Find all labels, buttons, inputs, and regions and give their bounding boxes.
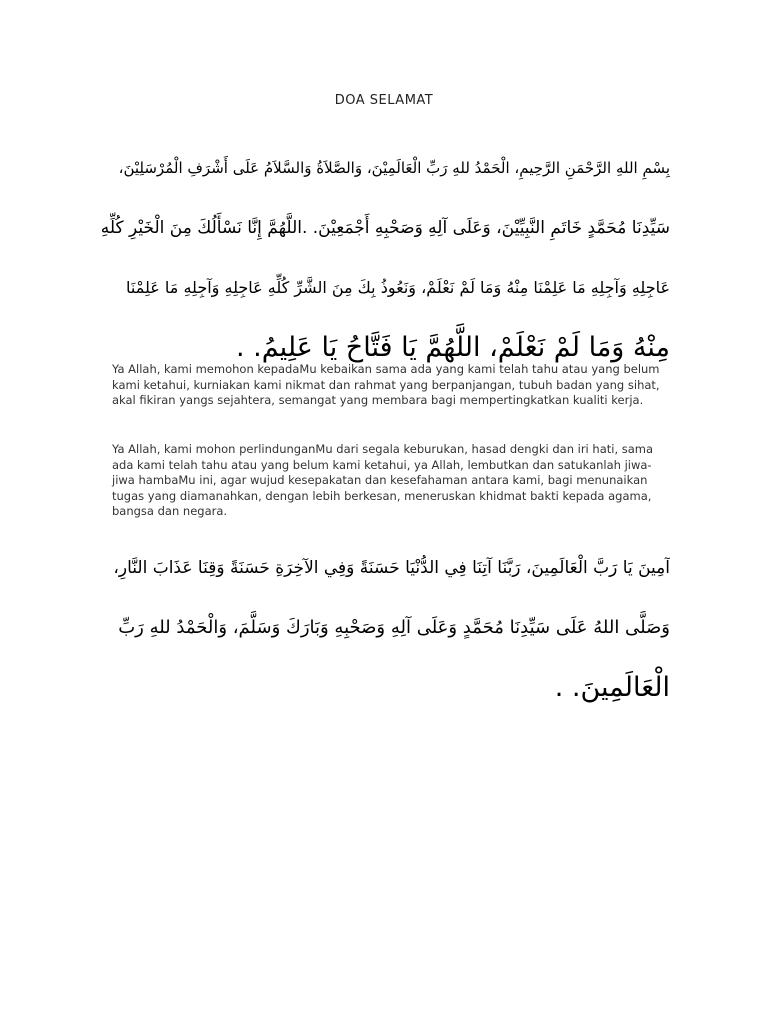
- arabic-line: سَيِّدِنَا مُحَمَّدٍ خَاتَمِ النَّبِيِّيْنَ، وَعَلَى آلِهِ وَصَحْبِهِ أَجْمَعِيْنَ. .اللَّهُمَّ إِنَّا نَسْأَلُكَ مِنَ الْخَيْرِ كُلِّهِ: [100, 218, 670, 238]
- arabic-line: وَصَلَّى اللهُ عَلَى سَيِّدِنَا مُحَمَّدٍ وَعَلَى آلِهِ وَصَحْبِهِ وَبَارَكَ وَسَلَّمَ، وَالْحَمْدُ للهِ رَبِّ: [118, 617, 670, 638]
- arabic-line: بِسْمِ اللهِ الرَّحْمَنِ الرَّحِيمِ، الْحَمْدُ للهِ رَبِّ الْعَالَمِيْنَ، وَالصَّلاَةُ وَالسَّلاَمُ عَلَى أَشْرَفِ الْمُرْسَلِيْنَ،: [118, 159, 670, 177]
- malay-paragraph-2: Ya Allah, kami mohon perlindunganMu dari segala keburukan, hasad dengki dan iri hati, sama ada kami telah tahu atau yang belum kami ketahui, ya Allah, lembutkan dan satukanlah jiwa-jiwa hambaMu ini, agar wujud kesepakatan dan kesefahaman antara kami, bagi menunaikan tugas yang diamanahkan, dengan lebih berkesan, meneruskan khidmat bakti kepada agama, bangsa dan negara.: [112, 442, 654, 518]
- arabic-prayer-closing: [100, 538, 670, 718]
- arabic-line: الْعَالَمِينَ. .: [554, 672, 670, 703]
- arabic-line: آمِينَ يَا رَبَّ الْعَالَمِينَ، رَبَّنَا آتِنَا فِي الدُّنْيَا حَسَنَةً وَفِي الآخِرَةِ حَسَنَةً وَقِنَا عَذَابَ النَّارِ،: [113, 558, 670, 578]
- document-title: DOA SELAMAT: [334, 93, 434, 108]
- arabic-prayer-opening: [100, 138, 670, 378]
- malay-paragraph-1: Ya Allah, kami memohon kepadaMu kebaikan sama ada yang kami telah tahu atau yang belum kami ketahui, kurniakan kami nikmat dan rahmat yang berpanjangan, tubuh badan yang sihat, akal fikiran yangs sejahtera, semangat yang membara bagi mempertingkatkan kualiti kerja.: [112, 362, 660, 407]
- arabic-line: مِنْهُ وَمَا لَمْ نَعْلَمْ، اللَّهُمَّ يَا فَتَّاحُ يَا عَلِيمُ. .: [235, 332, 670, 363]
- arabic-line: عَاجِلِهِ وَآجِلِهِ مَا عَلِمْنَا مِنْهُ وَمَا لَمْ نَعْلَمْ، وَنَعُوذُ بِكَ مِنَ الشَّرِّ كُلِّهِ عَاجِلِهِ وَآجِلِهِ مَا عَلِمْنَا: [126, 278, 670, 297]
